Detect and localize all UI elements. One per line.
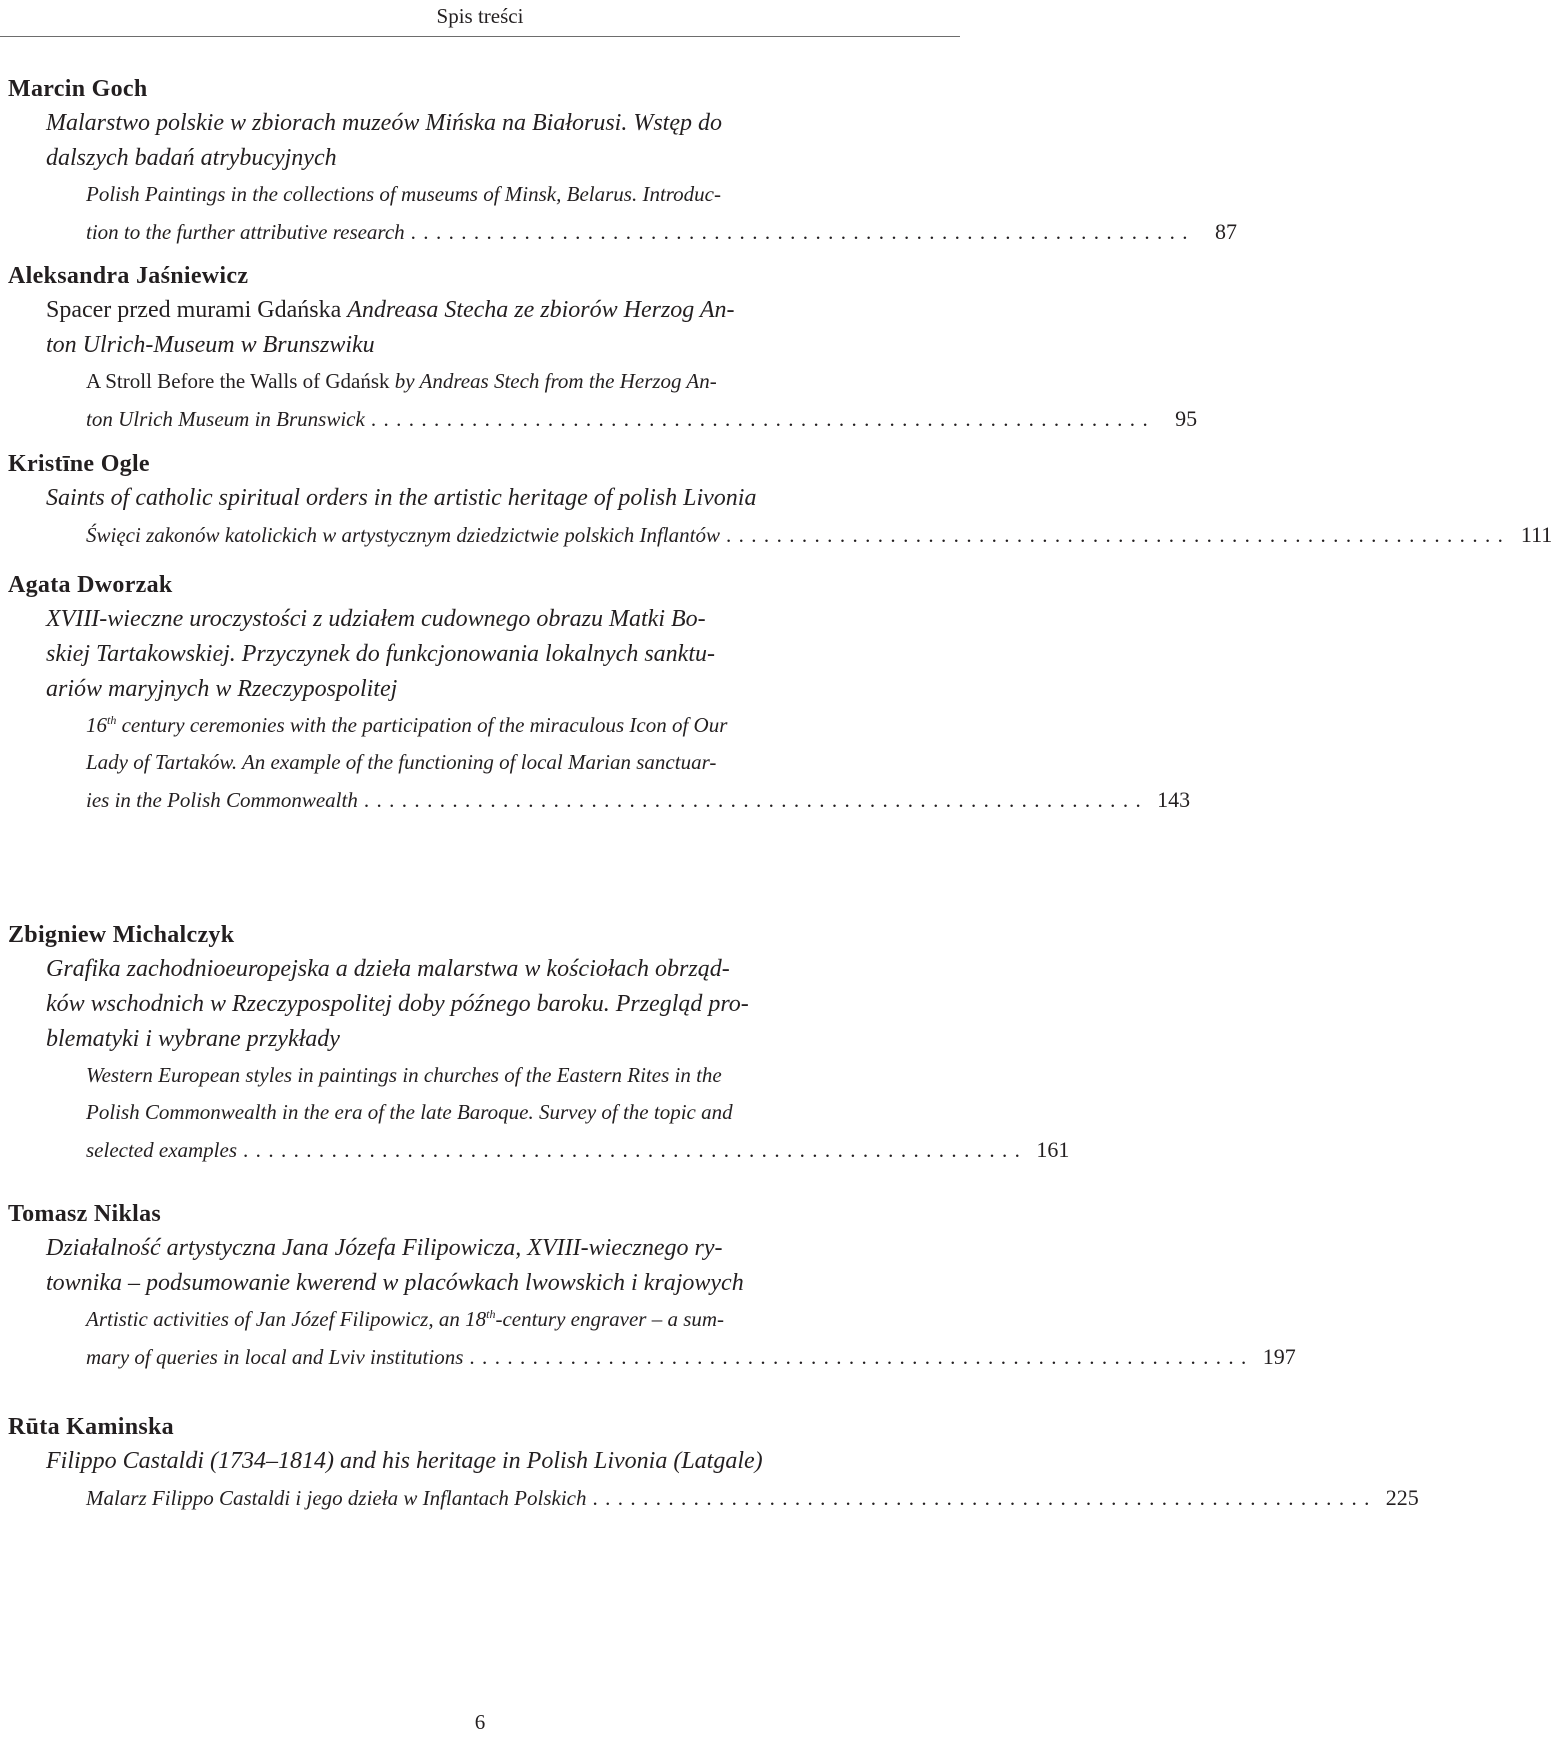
author-name: Rūta Kaminska [8,1414,174,1440]
toc-line[interactable] [86,781,1191,819]
dot-leader: .............................................................. [592,1486,1377,1510]
page-number: 143 [1157,787,1191,812]
author-name: Aleksandra Jaśniewicz [8,263,249,289]
article-translation: A Stroll Before the Walls of Gdańsk by Andreas Stech from the Herzog An- [86,369,717,393]
dot-leader: .............................................................. [725,523,1511,547]
toc-line[interactable] [86,1338,1296,1376]
folio: 6 [474,1710,486,1734]
translation-last-line: Malarz Filippo Castaldi i jego dzieła w Inflantach Polskich [86,1486,587,1510]
page-number: 225 [1385,1485,1419,1510]
toc-entry [8,568,1191,819]
running-header-title: Spis treści [436,4,524,28]
translation-last-line: Święci zakonów katolickich w artystycznym dziedzictwie polskich Inflantów [86,523,720,547]
page-number: 111 [1520,522,1552,547]
toc-line[interactable] [86,400,1198,438]
dot-leader: .............................................................. [410,220,1195,244]
dot-leader: .............................................................. [363,788,1149,812]
translation-last-line: ies in the Polish Commonwealth [86,788,358,812]
article-translation: Artistic activities of Jan Józef Filipowicz, an 18th-century engraver – a sum- [86,1307,725,1331]
author-name: Kristīne Ogle [8,451,150,477]
article-title: Spacer przed murami Gdańska Andreasa Stecha ze zbiorów Herzog An- ton Ulrich-Museum w Brunszwiku [46,297,735,358]
dot-leader: .............................................................. [469,1345,1254,1369]
toc-entry [8,259,1198,438]
toc-line[interactable] [86,1479,1419,1517]
toc-line[interactable] [86,213,1237,251]
article-title: Malarstwo polskie w zbiorach muzeów Mińska na Białorusi. Wstęp do dalszych badań atrybucyjnych [46,110,722,171]
toc-entry [8,72,1237,251]
article-title: Grafika zachodnioeuropejska a dzieła malarstwa w kościołach obrząd- ków wschodnich w Rzeczypospolitej doby późnego baroku. Przegląd pro- blematyki i wybrane przykłady [46,956,749,1052]
translation-last-line: mary of queries in local and Lviv institutions [86,1345,464,1369]
toc-line[interactable] [86,1131,1070,1169]
toc-entry [8,918,1070,1169]
page-number: 95 [1175,406,1198,431]
page-number: 197 [1262,1344,1296,1369]
author-name: Tomasz Niklas [8,1201,162,1227]
author-name: Agata Dworzak [8,572,173,598]
author-name: Zbigniew Michalczyk [8,922,235,948]
author-name: Marcin Goch [8,76,148,102]
article-translation: Polish Paintings in the collections of museums of Minsk, Belarus. Introduc- [86,182,721,206]
article-translation: Western European styles in paintings in churches of the Eastern Rites in the Polish Commonwealth in the era of the late Baroque. Survey of the topic and [86,1063,733,1124]
translation-last-line: tion to the further attributive research [86,220,405,244]
translation-last-line: ton Ulrich Museum in Brunswick [86,407,365,431]
article-translation: 16th century ceremonies with the participation of the miraculous Icon of Our Lady of Tartaków. An example of the functioning of local Marian sanctuar- [86,713,728,774]
toc-entry [8,1197,1296,1376]
page-number: 87 [1214,219,1237,244]
page-number: 161 [1036,1137,1070,1162]
article-title: Saints of catholic spiritual orders in the artistic heritage of polish Livonia [46,485,757,511]
translation-last-line: selected examples [86,1138,238,1162]
running-header [0,0,960,37]
article-title: Działalność artystyczna Jana Józefa Filipowicza, XVIII-wiecznego ry- townika – podsumowanie kwerend w placówkach lwowskich i krajowych [46,1235,744,1296]
dot-leader: .............................................................. [243,1138,1028,1162]
dot-leader: .............................................................. [370,407,1156,431]
article-title: Filippo Castaldi (1734–1814) and his heritage in Polish Livonia (Latgale) [46,1448,763,1474]
toc-entry [8,447,1552,554]
toc-line[interactable] [86,516,1552,554]
article-title: XVIII-wieczne uroczystości z udziałem cudownego obrazu Matki Bo- skiej Tartakowskiej. Przyczynek do funkcjonowania lokalnych sanktu- ariów maryjnych w Rzeczypospolitej [46,606,715,702]
toc-entry [8,1410,1419,1517]
